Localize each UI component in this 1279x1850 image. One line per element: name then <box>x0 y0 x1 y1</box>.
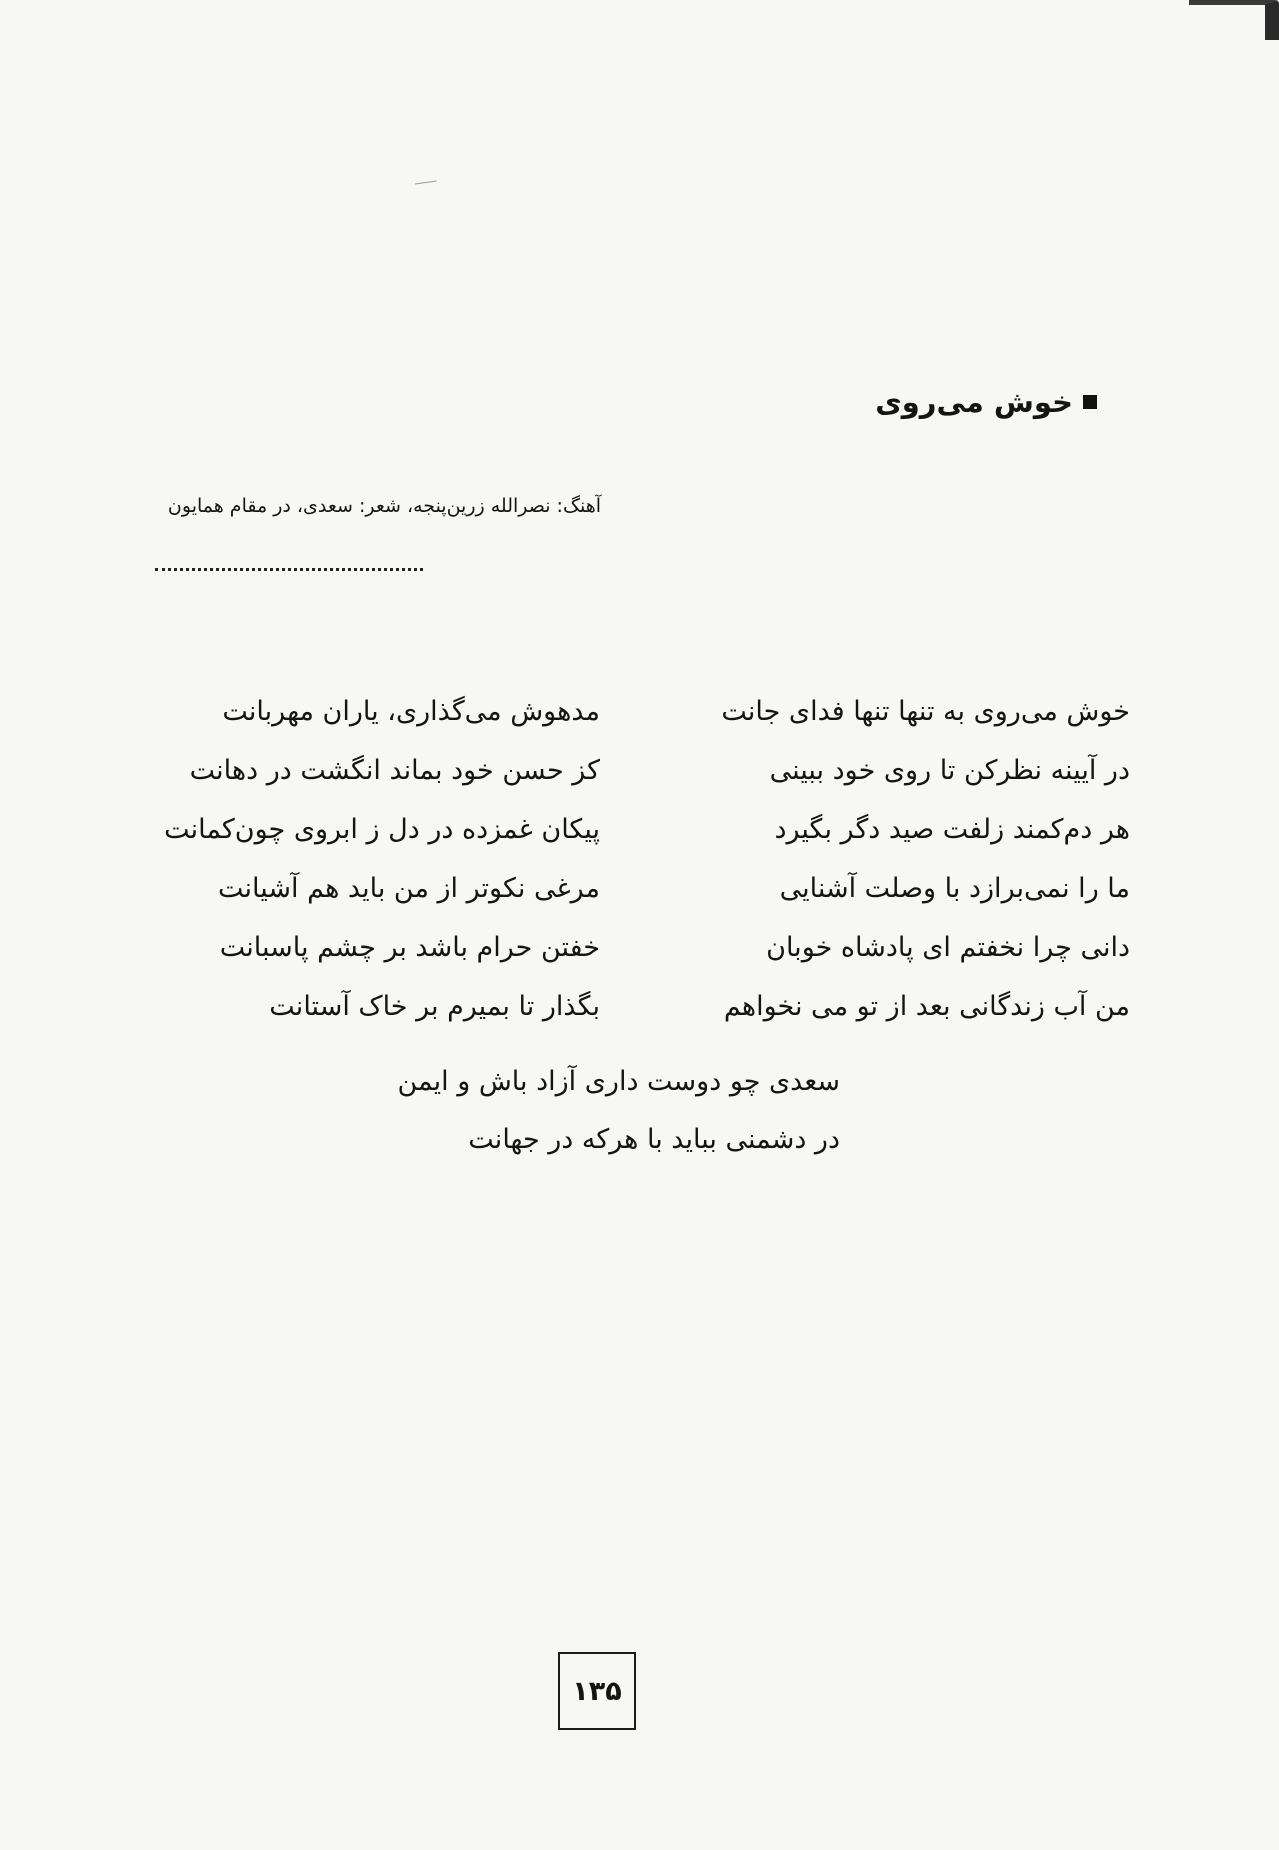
second-hemistich: پیکان غمزده در دل ز ابروی چون‌کمانت <box>164 814 600 845</box>
first-hemistich: هر دم‌کمند زلفت صید دگر بگیرد <box>774 814 1130 845</box>
first-hemistich: من آب زندگانی بعد از تو می نخواهم <box>723 991 1130 1022</box>
scan-corner-mark <box>1189 0 1279 40</box>
poem-verses <box>130 692 1130 1046</box>
second-hemistich: بگذار تا بمیرم بر خاک آستانت <box>269 991 600 1022</box>
first-hemistich: دانی چرا نخفتم ای پادشاه خوبان <box>766 932 1130 963</box>
song-credits: آهنگ: نصرالله زرین‌پنجه، شعر: سعدی، در مقام همایون <box>167 495 601 517</box>
couplet <box>130 692 1130 751</box>
dotted-divider <box>155 568 423 571</box>
couplet <box>130 751 1130 810</box>
second-hemistich: مدهوش می‌گذاری، یاران مهربانت <box>222 696 600 727</box>
second-hemistich: کز حسن خود بماند انگشت در دهانت <box>189 755 600 786</box>
section-heading <box>875 385 1097 419</box>
final-couplet <box>390 1062 840 1178</box>
first-hemistich: در آیینه نظرکن تا روی خود ببینی <box>769 755 1130 786</box>
second-hemistich: خفتن حرام باشد بر چشم پاسبانت <box>219 932 600 963</box>
second-hemistich: مرغی نکوتر از من باید هم آشیانت <box>218 873 600 904</box>
final-second-hemistich: در دشمنی بباید با هرکه در جهانت <box>468 1124 840 1155</box>
first-hemistich: ما را نمی‌برازد با وصلت آشنایی <box>779 873 1130 904</box>
final-first-hemistich: سعدی چو دوست داری آزاد باش و ایمن <box>397 1066 840 1097</box>
couplet <box>130 810 1130 869</box>
couplet <box>130 869 1130 928</box>
couplet <box>130 987 1130 1046</box>
first-hemistich: خوش می‌روی به تنها تنها فدای جانت <box>721 696 1130 727</box>
section-title: خوش می‌روی <box>875 385 1073 419</box>
scan-stray-mark <box>415 180 437 187</box>
page-number: ۱۳۵ <box>558 1652 636 1730</box>
bullet-square-icon <box>1083 395 1097 409</box>
couplet <box>130 928 1130 987</box>
